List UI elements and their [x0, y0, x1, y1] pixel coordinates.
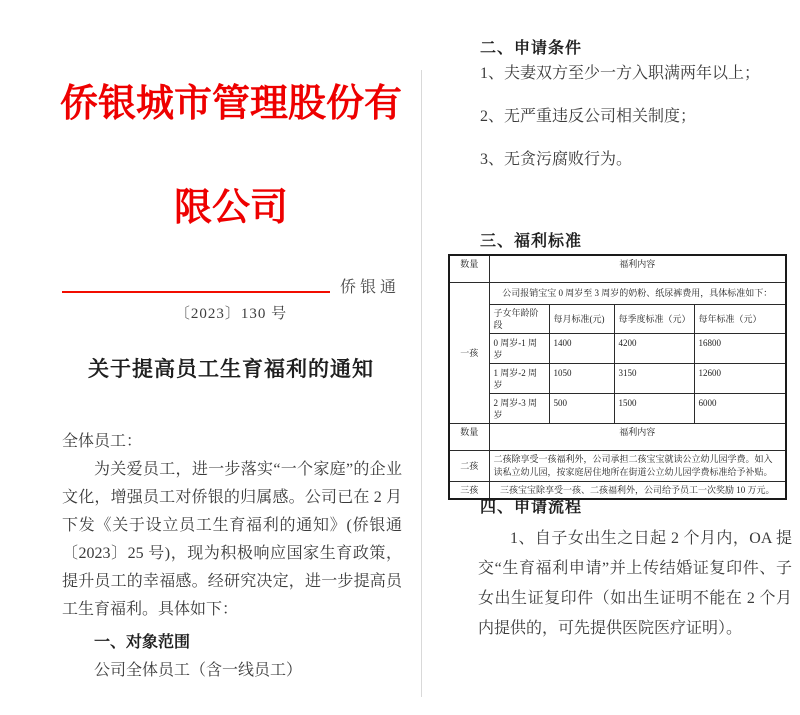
second-child-benefit-cell: 二孩除享受一孩福利外，公司承担二孩宝宝就读公立幼儿园学费。如入读私立幼儿园，按家庭居住地所在街道公立幼儿园学费标准给予补贴。 [489, 450, 786, 481]
quarterly-cell: 1500 [614, 393, 694, 423]
yearly-cell: 16800 [694, 333, 786, 363]
qty-header-cell: 数量 [449, 255, 489, 282]
yearly-column-header: 每年标准（元） [694, 304, 786, 333]
section2-item: 1、夫妻双方至少一方入职满两年以上； [480, 65, 761, 82]
table-header-row [449, 255, 786, 282]
third-child-benefit-cell: 三孩宝宝除享受一孩、二孩福利外，公司给予员工一次奖励 10 万元。 [489, 481, 786, 499]
table-row [449, 333, 786, 363]
section2-items [480, 63, 780, 192]
table-row [449, 393, 786, 423]
monthly-cell: 500 [549, 393, 614, 423]
company-title-line1: 侨银城市管理股份有 [60, 83, 403, 125]
second-child-row [449, 450, 786, 481]
section2-heading: 二、申请条件 [480, 40, 583, 57]
section2-item: 3、无贪污腐败行为。 [480, 151, 633, 168]
section1-heading: 一、对象范围 [94, 634, 191, 651]
table-subheader-row [449, 304, 786, 333]
age-cell: 0 周岁-1 周岁 [489, 333, 549, 363]
section2-item: 2、无严重违反公司相关制度； [480, 108, 697, 125]
red-header-rule [62, 291, 330, 293]
age-cell: 2 周岁-3 周岁 [489, 393, 549, 423]
quarterly-column-header: 每季度标准（元） [614, 304, 694, 333]
monthly-cell: 1050 [549, 363, 614, 393]
first-child-intro-cell: 公司报销宝宝 0 周岁至 3 周岁的奶粉、纸尿裤费用，具体标准如下： [489, 282, 786, 304]
page-divider-line [421, 70, 422, 697]
document-number: 〔2023〕130 号 [174, 306, 288, 322]
intro-paragraph: 为关爱员工，进一步落实“一个家庭”的企业文化，增强员工对侨银的归属感。公司已在 2 月下发《关于设立员工生育福利的通知》(侨银通〔2023〕25 号)，现为积极响应国家生育政策，提升员工的幸福感。经研究决定，进一步提高员工生育福利。具体如下： [62, 461, 402, 618]
first-child-intro-row [449, 282, 786, 304]
monthly-cell: 1400 [549, 333, 614, 363]
first-child-label-cell: 一孩 [449, 282, 489, 423]
section1-body: 公司全体员工（含一线员工） [94, 662, 303, 679]
content-header-cell: 福利内容 [489, 423, 786, 450]
company-title-line2: 限公司 [173, 187, 288, 229]
content-header-cell: 福利内容 [489, 255, 786, 282]
age-cell: 1 周岁-2 周岁 [489, 363, 549, 393]
section4-body: 1、自子女出生之日起 2 个月内，OA 提交“生育福利申请”并上传结婚证复印件、子女出生证复印件（如出生证明不能在 2 个月内提供的，可先提供医院医疗证明）。 [478, 530, 792, 637]
benefit-standards-table [448, 254, 787, 500]
qty-header-cell: 数量 [449, 423, 489, 450]
quarterly-cell: 3150 [614, 363, 694, 393]
salutation: 全体员工： [62, 433, 143, 450]
yearly-cell: 12600 [694, 363, 786, 393]
table-row [449, 363, 786, 393]
notice-body [62, 428, 402, 685]
third-child-label-cell: 三孩 [449, 481, 489, 499]
yearly-cell: 6000 [694, 393, 786, 423]
notice-title: 关于提高员工生育福利的通知 [88, 357, 374, 381]
table-header-row [449, 423, 786, 450]
section3-heading: 三、福利标准 [480, 233, 583, 250]
age-column-header: 子女年龄阶段 [489, 304, 549, 333]
section4-heading: 四、申请流程 [480, 499, 583, 516]
monthly-column-header: 每月标准(元) [549, 304, 614, 333]
second-child-label-cell: 二孩 [449, 450, 489, 481]
quarterly-cell: 4200 [614, 333, 694, 363]
letterhead-label: 侨银通 [340, 279, 401, 296]
